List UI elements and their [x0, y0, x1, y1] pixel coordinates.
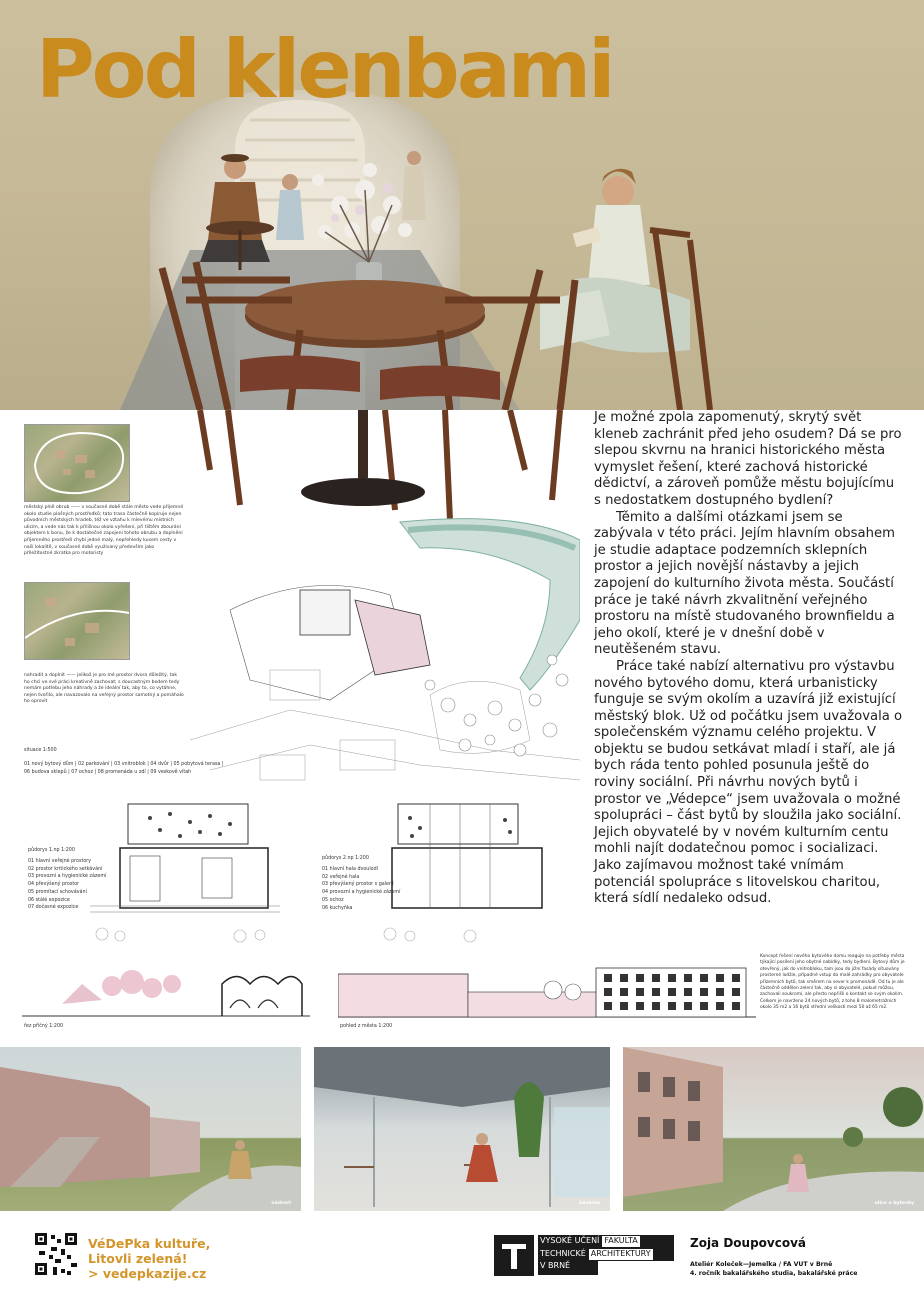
render-courtyard [0, 1047, 301, 1211]
section-label: řez příčný 1:200 [24, 1024, 64, 1029]
aerial-map-1-graphic [25, 425, 129, 501]
author-name: Zoja Doupovcová [690, 1236, 807, 1250]
slogan-line-2: Litovli zelená! [88, 1251, 188, 1267]
site-legend-line-1: 01 nový bytový dům | 02 parkování | 03 vnitroblok | 04 dvůr | 05 pobytová terasa | [24, 762, 224, 767]
plan-1-legend-item: 01 hlavní veřejné prostory [28, 859, 92, 864]
school-row-2b: ARCHITEKTURY [588, 1248, 654, 1261]
elevation-label: pohled z města 1:200 [340, 1024, 393, 1029]
housing-concept-text: Koncept řešení nového bytového domu reaguje na potřeby města týkající posílení jeho obytné nabídky, tedy bydlení. Bytový dům je otevřený, jak do vnitrobloku, tam jsou do jižní fasády situovány prosterné lodžie, případné vstup do malé zahrádky pro obyvatele přízemních bytů, tak směrem na sever k promenádě. Od tu je ale částečně oddělen zelení tak, aby si obyvatelé, pokud můžou, zachovali soukromí, ale přesto nepřišli o kontakt se svým okolím. Celkem je navrženo 24 nových bytů, z toho 8 malometrážních okolo 35 m2 a 16 bytů střední velikosti mezi 50 až 65 m2. [760, 954, 905, 1011]
section-drawing [22, 964, 310, 1022]
slogan [88, 1236, 210, 1282]
plan-1-legend-item: 05 promítací schovávání [28, 889, 87, 895]
atelier-line-2: 4. ročník bakalářského studia, bakalářské práce [690, 1270, 858, 1278]
website-link[interactable]: > vedepkazije.cz [88, 1266, 207, 1282]
plan-2-title: půdorys 2.np 1:200 [322, 856, 369, 861]
university-logo [494, 1235, 534, 1276]
render-label-cafe: kavárna [579, 1201, 600, 1206]
site-scale: situace 1:500 [24, 748, 57, 753]
school-row-3: V BRNĚ [540, 1261, 571, 1270]
hero-collage [0, 0, 924, 410]
atelier-info [690, 1260, 857, 1279]
floor-plan-2-drawing [370, 796, 560, 944]
aerial-map-1 [24, 424, 130, 502]
plan-2-legend-item: 01 hlavní hala dvoulodí [322, 867, 378, 872]
plan-2-legend-item: 04 provozní a hygienické zázemí [322, 890, 401, 896]
aerial-map-2-graphic [25, 583, 129, 659]
plan-1-legend-item: 03 provozní a hygienické zázemí [28, 874, 107, 880]
elevation-drawing [338, 962, 756, 1022]
intro-paragraph-2: Těmito a dalšími otázkami jsem se zabývala v této práci. Jejím hlavním obsahem je studie adaptace podzemních sklepních prostor a jejich novější nástavby a jejich zapojení do kulturního života města. Součástí práce je také návrh zkvalitnění veřejného prostoru na místě studovaného brownfieldu a jeho okolí, které je v dnešní době v neutěšeném stavu. [594, 509, 895, 658]
plan-1-legend-item: 04 převýšený prostor [28, 882, 80, 888]
university-name [538, 1235, 674, 1275]
render-cafe-graphic [314, 1047, 610, 1211]
plan-2-legend-item: 02 veřejné hala [322, 874, 360, 880]
plan-1-title: půdorys 1.np 1:200 [28, 848, 75, 853]
qr-code-icon[interactable] [35, 1233, 77, 1275]
slogan-line-1: VéDePka kultuře, [88, 1236, 211, 1251]
site-text-2: nahradit a doplnit —— jelikož je pro mé prostor dvora důležitý, tak ho chci ve své práci kreativně zachovat; s doucastným bodem tedy nemám potřebu jeho náhrady a že ideální tak, aby to, co vytáhne, nejen tvořilo, ale navazovalo na veřejný prostor samotný a pomáhalo ho oprovit [24, 673, 184, 705]
vut-t-logo-icon [494, 1235, 534, 1276]
site-text-1: městský plně obrub —— v současné době stále město vede příjemné okolo studie plošných prostředků; tato trasa částečně kopíruje nejen původních městských hradeb, též ve vztahu k mlevému místních ulicím, a vede nás tak k přílišnou okolo vyřešení, při tištěm zbourání objektem k bonu, že k dostatečné zapojení tohoto obrubu a doplnění příjemného prostředí chybí jedné malý, nepřehledy kusem cesty v naší lokalitě, v současné době využívaný především jako příležitostné zkratka pro motoristy [24, 505, 184, 557]
plan-1-legend-item: 06 stálé expozice [28, 897, 70, 903]
aerial-map-2 [24, 582, 130, 660]
render-courtyard-graphic [0, 1047, 301, 1211]
render-street-graphic [623, 1047, 924, 1211]
atelier-line-1: Ateliér Koleček—Jemelka / FA VUT v Brně [690, 1261, 833, 1268]
render-label-courtyard: nádvoří [271, 1201, 291, 1206]
plan-1-legend-item: 02 prostor kritického setkávání [28, 866, 103, 872]
poster-title: Pod klenbami [36, 23, 613, 116]
intro-paragraph-3: Práce také nabízí alternativu pro výstavbu nového bytového domu, která urbanisticky funguje se svým okolím a uzavírá již existující městský blok. Už od počátku jsem uvažovala o společenském významu celého projektu. V objektu se budou setkávat mladí i staří, ale já bych ráda tento pohled posunula ještě do roviny sociální. Při návrhu nových bytů i prostor ve „Védepce“ jsem uvažovala o možné spolupráci – část bytů by sloužila jako sociální. Jejich obyvatelé by v novém kulturním centu mohli najít dodatečnou pomoc i socializaci. Jako zajímavou možnost také vnímám potenciál spolupráce s litovelskou charitou, která sídlí nedaleko odsud. [594, 658, 903, 907]
render-street [623, 1047, 924, 1211]
intro-text [594, 410, 904, 908]
plan-1-legend-item: 07 dočasné expozice [28, 905, 79, 911]
plan-2-legend-item: 06 kuchyňka [322, 905, 353, 911]
render-label-street: ulice u bytovky [874, 1201, 914, 1206]
plan-2-legend-item: 03 převýšený prostor s galerií [322, 882, 394, 888]
site-legend-line-2: 06 budova sklepů | 07 ochoz | 08 promenáda u zdí | 09 veskově vítah [24, 770, 192, 775]
intro-paragraph-1: Je možné zpola zapomenutý, skrytý svět kleneb zachránit před jeho osudem? Dá se pro slepou skvrnu na hranici historického města vymyslet řešení, které zachová historické dědictví, a zároveň pomůže městu bojujícímu s nedostatkem dostupného bydlení? [594, 410, 902, 508]
floor-plan-1-drawing [90, 796, 280, 944]
render-cafe [314, 1047, 610, 1211]
site-plan-drawing [190, 500, 580, 785]
school-row-1a: VYSOKÉ UČENÍ [540, 1236, 600, 1245]
school-row-2a: TECHNICKÉ [540, 1249, 586, 1258]
school-row-1b: FAKULTA [601, 1235, 640, 1248]
plan-2-legend-item: 05 ochoz [322, 897, 344, 903]
